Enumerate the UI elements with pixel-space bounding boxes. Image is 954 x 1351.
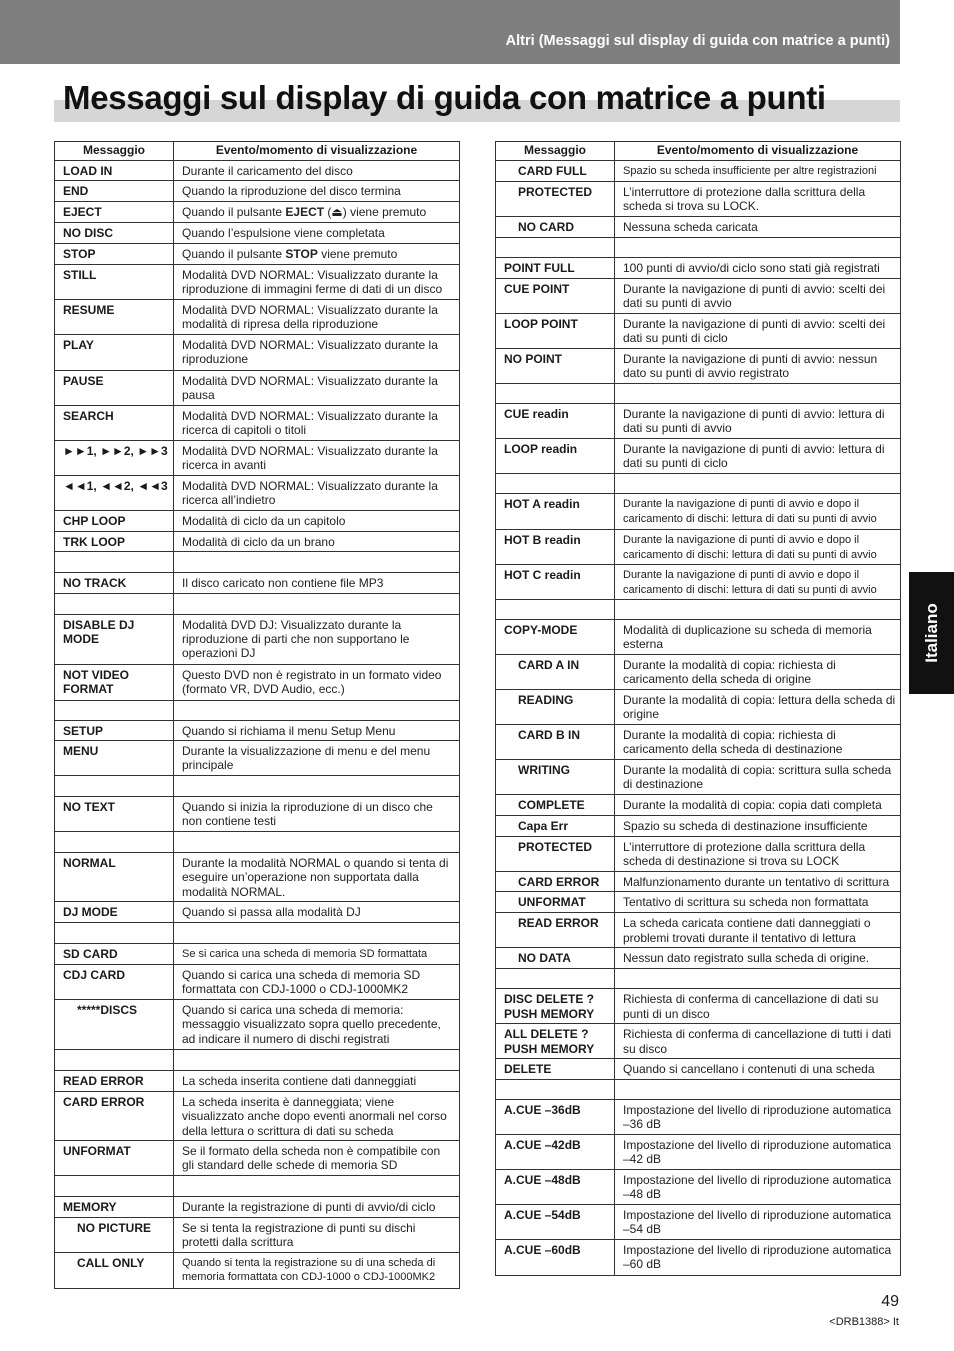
empty-cell [615,600,901,620]
message-cell: STILL [55,264,174,299]
event-cell: Richiesta di conferma di cancellazione di tutti i dati su disco [615,1024,901,1059]
table-row [55,614,460,664]
event-cell: Durante la modalità di copia: richiesta di caricamento della scheda di origine [615,655,901,690]
event-cell: Modalità DVD NORMAL: Visualizzato durante la riproduzione di immagini ferme di dati di un disco [174,264,460,299]
button-name: STOP [285,247,318,262]
message-cell: CDJ CARD [55,964,174,999]
table-row [496,655,901,690]
message-cell: RESUME [55,299,174,334]
empty-cell [55,700,174,720]
table-separator-row [55,552,460,573]
table-row [55,1217,460,1252]
message-cell: COPY-MODE [496,620,615,655]
empty-cell [496,238,615,258]
message-cell: SETUP [55,720,174,740]
messages-table-right [495,141,901,1276]
table-row [496,837,901,872]
message-cell: CARD A IN [496,655,615,690]
message-cell: CUE readin [496,404,615,439]
language-side-label: Italiano [921,603,941,663]
table-row [55,1140,460,1175]
event-cell: Modalità DVD DJ: Visualizzato durante la riproduzione di parti che non supportano le operazioni DJ [174,614,460,664]
message-cell: LOOP POINT [496,314,615,349]
event-cell: Spazio su scheda insufficiente per altre registrazioni [615,161,901,182]
table-row [496,1024,901,1059]
event-cell: 100 punti di avvio/di ciclo sono stati già registrati [615,258,901,279]
message-cell: A.CUE –54dB [496,1204,615,1239]
message-cell: PLAY [55,334,174,370]
message-cell: ►►1, ►►2, ►►3 [55,440,174,475]
table-separator-row [496,474,901,494]
message-cell: NO DISC [55,223,174,244]
message-cell: HOT A readin [496,494,615,530]
empty-cell [496,474,615,494]
table-row [55,161,460,181]
event-cell: La scheda caricata contiene dati danneggiati o problemi trovati durante il tentativo di lettura [615,913,901,948]
message-cell: Capa Err [496,816,615,837]
event-cell: Modalità di ciclo da un capitolo [174,510,460,531]
table-row [496,725,901,760]
message-cell: READ ERROR [55,1070,174,1091]
event-cell: Spazio su scheda di destinazione insufficiente [615,816,901,837]
table-row [496,892,901,913]
event-cell: Quando si tenta la registrazione su di una scheda di memoria formattata con CDJ-1000 o CDJ-1000MK2 [174,1252,460,1288]
table-row [55,1070,460,1091]
message-cell: CARD ERROR [55,1091,174,1140]
column-header-event: Evento/momento di visualizzazione [615,142,901,161]
event-cell: Nessun dato registrato sulla scheda di origine. [615,948,901,969]
empty-cell [174,776,460,797]
event-cell: Nessuna scheda caricata [615,217,901,238]
message-cell: CARD B IN [496,725,615,760]
table-row [55,370,460,405]
empty-cell [55,1049,174,1070]
table-row [496,989,901,1024]
event-cell: Quando si carica una scheda di memoria SD formattata con CDJ-1000 o CDJ-1000MK2 [174,964,460,999]
message-cell: MEMORY [55,1196,174,1217]
event-cell: Durante la navigazione di punti di avvio: lettura di dati su punti di ciclo [615,439,901,474]
table-row [496,349,901,384]
message-cell: CUE POINT [496,279,615,314]
event-cell: Malfunzionamento durante un tentativo di scrittura [615,872,901,892]
message-cell: DJ MODE [55,902,174,923]
empty-cell [55,923,174,944]
empty-cell [496,969,615,989]
table-row [496,816,901,837]
message-cell: DELETE [496,1059,615,1079]
message-cell: CALL ONLY [55,1252,174,1288]
message-cell: NORMAL [55,853,174,902]
table-row [496,217,901,238]
column-header-event: Evento/momento di visualizzazione [174,142,460,161]
table-separator-row [55,700,460,720]
header-bar [0,0,900,64]
event-cell: Se si tenta la registrazione di punti su dischi protetti dalla scrittura [174,1217,460,1252]
event-cell: Durante la registrazione di punti di avvio/di ciclo [174,1196,460,1217]
event-cell: Modalità di ciclo da un brano [174,531,460,551]
message-cell: NO POINT [496,349,615,384]
table-row [55,1091,460,1140]
message-cell: UNFORMAT [496,892,615,913]
page-title: Messaggi sul display di guida con matrice a punti [63,79,826,116]
table-row [55,573,460,593]
message-cell: LOOP readin [496,439,615,474]
table-row [496,314,901,349]
table-row [55,510,460,531]
table-row [55,853,460,902]
empty-cell [615,1079,901,1099]
table-row [55,264,460,299]
event-cell: Durante la visualizzazione di menu e del menu principale [174,741,460,776]
page-number: 49 [881,1293,899,1310]
message-cell: NO DATA [496,948,615,969]
event-cell: Quando l’espulsione viene completata [174,223,460,244]
table-row [496,1239,901,1275]
table-separator-row [55,1049,460,1070]
message-cell: LOAD IN [55,161,174,181]
event-cell: Modalità DVD NORMAL: Visualizzato durante la ricerca all’indietro [174,475,460,510]
table-row [55,902,460,923]
column-header-message: Messaggio [496,142,615,161]
table-row [496,439,901,474]
event-cell: Quando la riproduzione del disco termina [174,181,460,202]
message-cell: A.CUE –36dB [496,1099,615,1134]
table-row [55,741,460,776]
empty-cell [55,776,174,797]
empty-cell [496,384,615,404]
message-cell: DISABLE DJ MODE [55,614,174,664]
event-cell: Impostazione del livello di riproduzione automatica –60 dB [615,1239,901,1275]
header-title: Altri (Messaggi sul display di guida con matrice a punti) [505,33,890,49]
table-row [496,913,901,948]
empty-cell [174,700,460,720]
event-cell: Durante la navigazione di punti di avvio: lettura di dati su punti di avvio [615,404,901,439]
table-row [496,620,901,655]
event-cell: Questo DVD non è registrato in un formato video (formato VR, DVD Audio, ecc.) [174,664,460,700]
table-row [55,944,460,965]
event-cell: Durante la navigazione di punti di avvio e dopo il caricamento di dischi: lettura di dati su punti di avvio [615,565,901,600]
table-separator-row [55,776,460,797]
message-cell: NO PICTURE [55,1217,174,1252]
table-separator-row [55,923,460,944]
event-cell: Durante la navigazione di punti di avvio: scelti dei dati su punti di ciclo [615,314,901,349]
empty-cell [55,832,174,853]
table-row [55,181,460,202]
event-cell: Quando si richiama il menu Setup Menu [174,720,460,740]
table-header-row [496,142,901,161]
message-cell: STOP [55,244,174,264]
empty-cell [615,969,901,989]
table-row [496,948,901,969]
table-row [55,223,460,244]
table-row [496,760,901,795]
event-cell: Quando si cancellano i contenuti di una scheda [615,1059,901,1079]
event-cell: Tentativo di scrittura su scheda non formattata [615,892,901,913]
messages-table-left [54,141,460,1289]
table-separator-row [496,238,901,258]
event-cell: Impostazione del livello di riproduzione automatica –42 dB [615,1134,901,1169]
table-row [55,1252,460,1288]
event-cell: Durante la modalità di copia: copia dati completa [615,795,901,816]
event-cell: La scheda inserita contiene dati danneggiati [174,1070,460,1091]
table-separator-row [55,1175,460,1196]
message-cell: MENU [55,741,174,776]
empty-cell [55,552,174,573]
event-cell: Durante la navigazione di punti di avvio: scelti dei dati su punti di avvio [615,279,901,314]
message-cell: NO TEXT [55,797,174,832]
event-cell: Impostazione del livello di riproduzione automatica –54 dB [615,1204,901,1239]
table-row [55,405,460,440]
message-cell: POINT FULL [496,258,615,279]
message-cell: NO CARD [496,217,615,238]
table-row [496,161,901,182]
empty-cell [615,238,901,258]
message-cell: *****DISCS [55,999,174,1049]
event-cell: Quando si passa alla modalità DJ [174,902,460,923]
message-cell: SD CARD [55,944,174,965]
message-cell: COMPLETE [496,795,615,816]
event-cell: Durante la modalità di copia: lettura della scheda di origine [615,690,901,725]
message-cell: EJECT [55,202,174,223]
event-cell: Quando si carica una scheda di memoria: messaggio visualizzato sopra quello precedente, ad indicare il numero di dischi registrati [174,999,460,1049]
event-cell: Impostazione del livello di riproduzione automatica –36 dB [615,1099,901,1134]
table-row [55,720,460,740]
event-cell: Durante la modalità di copia: scrittura sulla scheda di destinazione [615,760,901,795]
message-cell: CHP LOOP [55,510,174,531]
empty-cell [174,832,460,853]
event-cell: Il disco caricato non contiene file MP3 [174,573,460,593]
event-cell: Modalità di duplicazione su scheda di memoria esterna [615,620,901,655]
empty-cell [174,923,460,944]
event-cell: Durante la modalità NORMAL o quando si tenta di eseguire un’operazione non supportata dalla modalità NORMAL. [174,853,460,902]
message-cell: CARD FULL [496,161,615,182]
event-cell: Modalità DVD NORMAL: Visualizzato durante la riproduzione [174,334,460,370]
table-row [55,440,460,475]
event-cell: Quando il pulsante STOP viene premuto [174,244,460,264]
event-cell: Durante il caricamento del disco [174,161,460,181]
table-row [496,1099,901,1134]
event-cell: Quando si inizia la riproduzione di un disco che non contiene testi [174,797,460,832]
message-cell: HOT C readin [496,565,615,600]
table-separator-row [496,969,901,989]
message-cell: READ ERROR [496,913,615,948]
table-separator-row [496,384,901,404]
document-code: <DRB1388> It [829,1316,899,1328]
column-header-message: Messaggio [55,142,174,161]
event-cell: Durante la modalità di copia: richiesta di caricamento della scheda di destinazione [615,725,901,760]
table-row [55,1196,460,1217]
table-row [496,690,901,725]
table-row [496,530,901,565]
message-cell: HOT B readin [496,530,615,565]
empty-cell [496,1079,615,1099]
event-cell: Modalità DVD NORMAL: Visualizzato durante la ricerca in avanti [174,440,460,475]
table-row [496,1059,901,1079]
table-row [496,258,901,279]
event-cell: Modalità DVD NORMAL: Visualizzato durante la modalità di ripresa della riproduzione [174,299,460,334]
empty-cell [55,593,174,614]
message-cell: NOT VIDEO FORMAT [55,664,174,700]
table-row [55,244,460,264]
event-cell: Modalità DVD NORMAL: Visualizzato durante la pausa [174,370,460,405]
table-row [496,279,901,314]
message-cell: A.CUE –60dB [496,1239,615,1275]
message-cell: CARD ERROR [496,872,615,892]
event-cell: Modalità DVD NORMAL: Visualizzato durante la ricerca di capitoli o titoli [174,405,460,440]
message-cell: PROTECTED [496,182,615,217]
event-cell: L’interruttore di protezione dalla scrittura della scheda di destinazione si trova su LOCK [615,837,901,872]
table-header-row [55,142,460,161]
table-row [55,664,460,700]
event-cell: Durante la navigazione di punti di avvio: nessun dato su punti di avvio registrato [615,349,901,384]
table-separator-row [496,600,901,620]
table-row [496,872,901,892]
message-cell: ◄◄1, ◄◄2, ◄◄3 [55,475,174,510]
table-row [55,964,460,999]
message-cell: TRK LOOP [55,531,174,551]
event-cell: Richiesta di conferma di cancellazione di dati su punti di un disco [615,989,901,1024]
message-cell: WRITING [496,760,615,795]
empty-cell [496,600,615,620]
table-separator-row [55,593,460,614]
empty-cell [174,552,460,573]
event-cell: Durante la navigazione di punti di avvio e dopo il caricamento di dischi: lettura di dati su punti di avvio [615,530,901,565]
message-cell: SEARCH [55,405,174,440]
message-cell: A.CUE –42dB [496,1134,615,1169]
table-row [496,1169,901,1204]
empty-cell [174,593,460,614]
event-cell: Impostazione del livello di riproduzione automatica –48 dB [615,1169,901,1204]
empty-cell [615,474,901,494]
table-row [55,531,460,551]
event-cell: Quando il pulsante EJECT (⏏) viene premuto [174,202,460,223]
button-name: EJECT [285,205,325,220]
empty-cell [174,1049,460,1070]
event-cell: Se il formato della scheda non è compatibile con gli standard delle schede di memoria SD [174,1140,460,1175]
table-row [55,999,460,1049]
table-row [55,202,460,223]
message-cell: A.CUE –48dB [496,1169,615,1204]
message-cell: END [55,181,174,202]
message-cell: PAUSE [55,370,174,405]
table-separator-row [55,832,460,853]
message-cell: ALL DELETE ? PUSH MEMORY [496,1024,615,1059]
message-cell: DISC DELETE ? PUSH MEMORY [496,989,615,1024]
message-cell: UNFORMAT [55,1140,174,1175]
table-row [496,404,901,439]
event-cell: Se si carica una scheda di memoria SD formattata [174,944,460,965]
event-cell: Durante la navigazione di punti di avvio e dopo il caricamento di dischi: lettura di dati su punti di avvio [615,494,901,530]
table-separator-row [496,1079,901,1099]
table-row [496,795,901,816]
table-row [496,1204,901,1239]
table-row [496,565,901,600]
table-row [496,494,901,530]
table-row [55,299,460,334]
empty-cell [55,1175,174,1196]
message-cell: READING [496,690,615,725]
empty-cell [615,384,901,404]
language-side-tab [909,572,954,694]
message-cell: NO TRACK [55,573,174,593]
table-row [55,475,460,510]
table-row [55,334,460,370]
event-cell: L’interruttore di protezione dalla scrittura della scheda si trova su LOCK. [615,182,901,217]
table-row [55,797,460,832]
message-cell: PROTECTED [496,837,615,872]
event-cell: La scheda inserita è danneggiata; viene visualizzato anche dopo eventi anormali nel corso della lettura o scrittura di dati su scheda [174,1091,460,1140]
table-row [496,1134,901,1169]
table-row [496,182,901,217]
empty-cell [174,1175,460,1196]
